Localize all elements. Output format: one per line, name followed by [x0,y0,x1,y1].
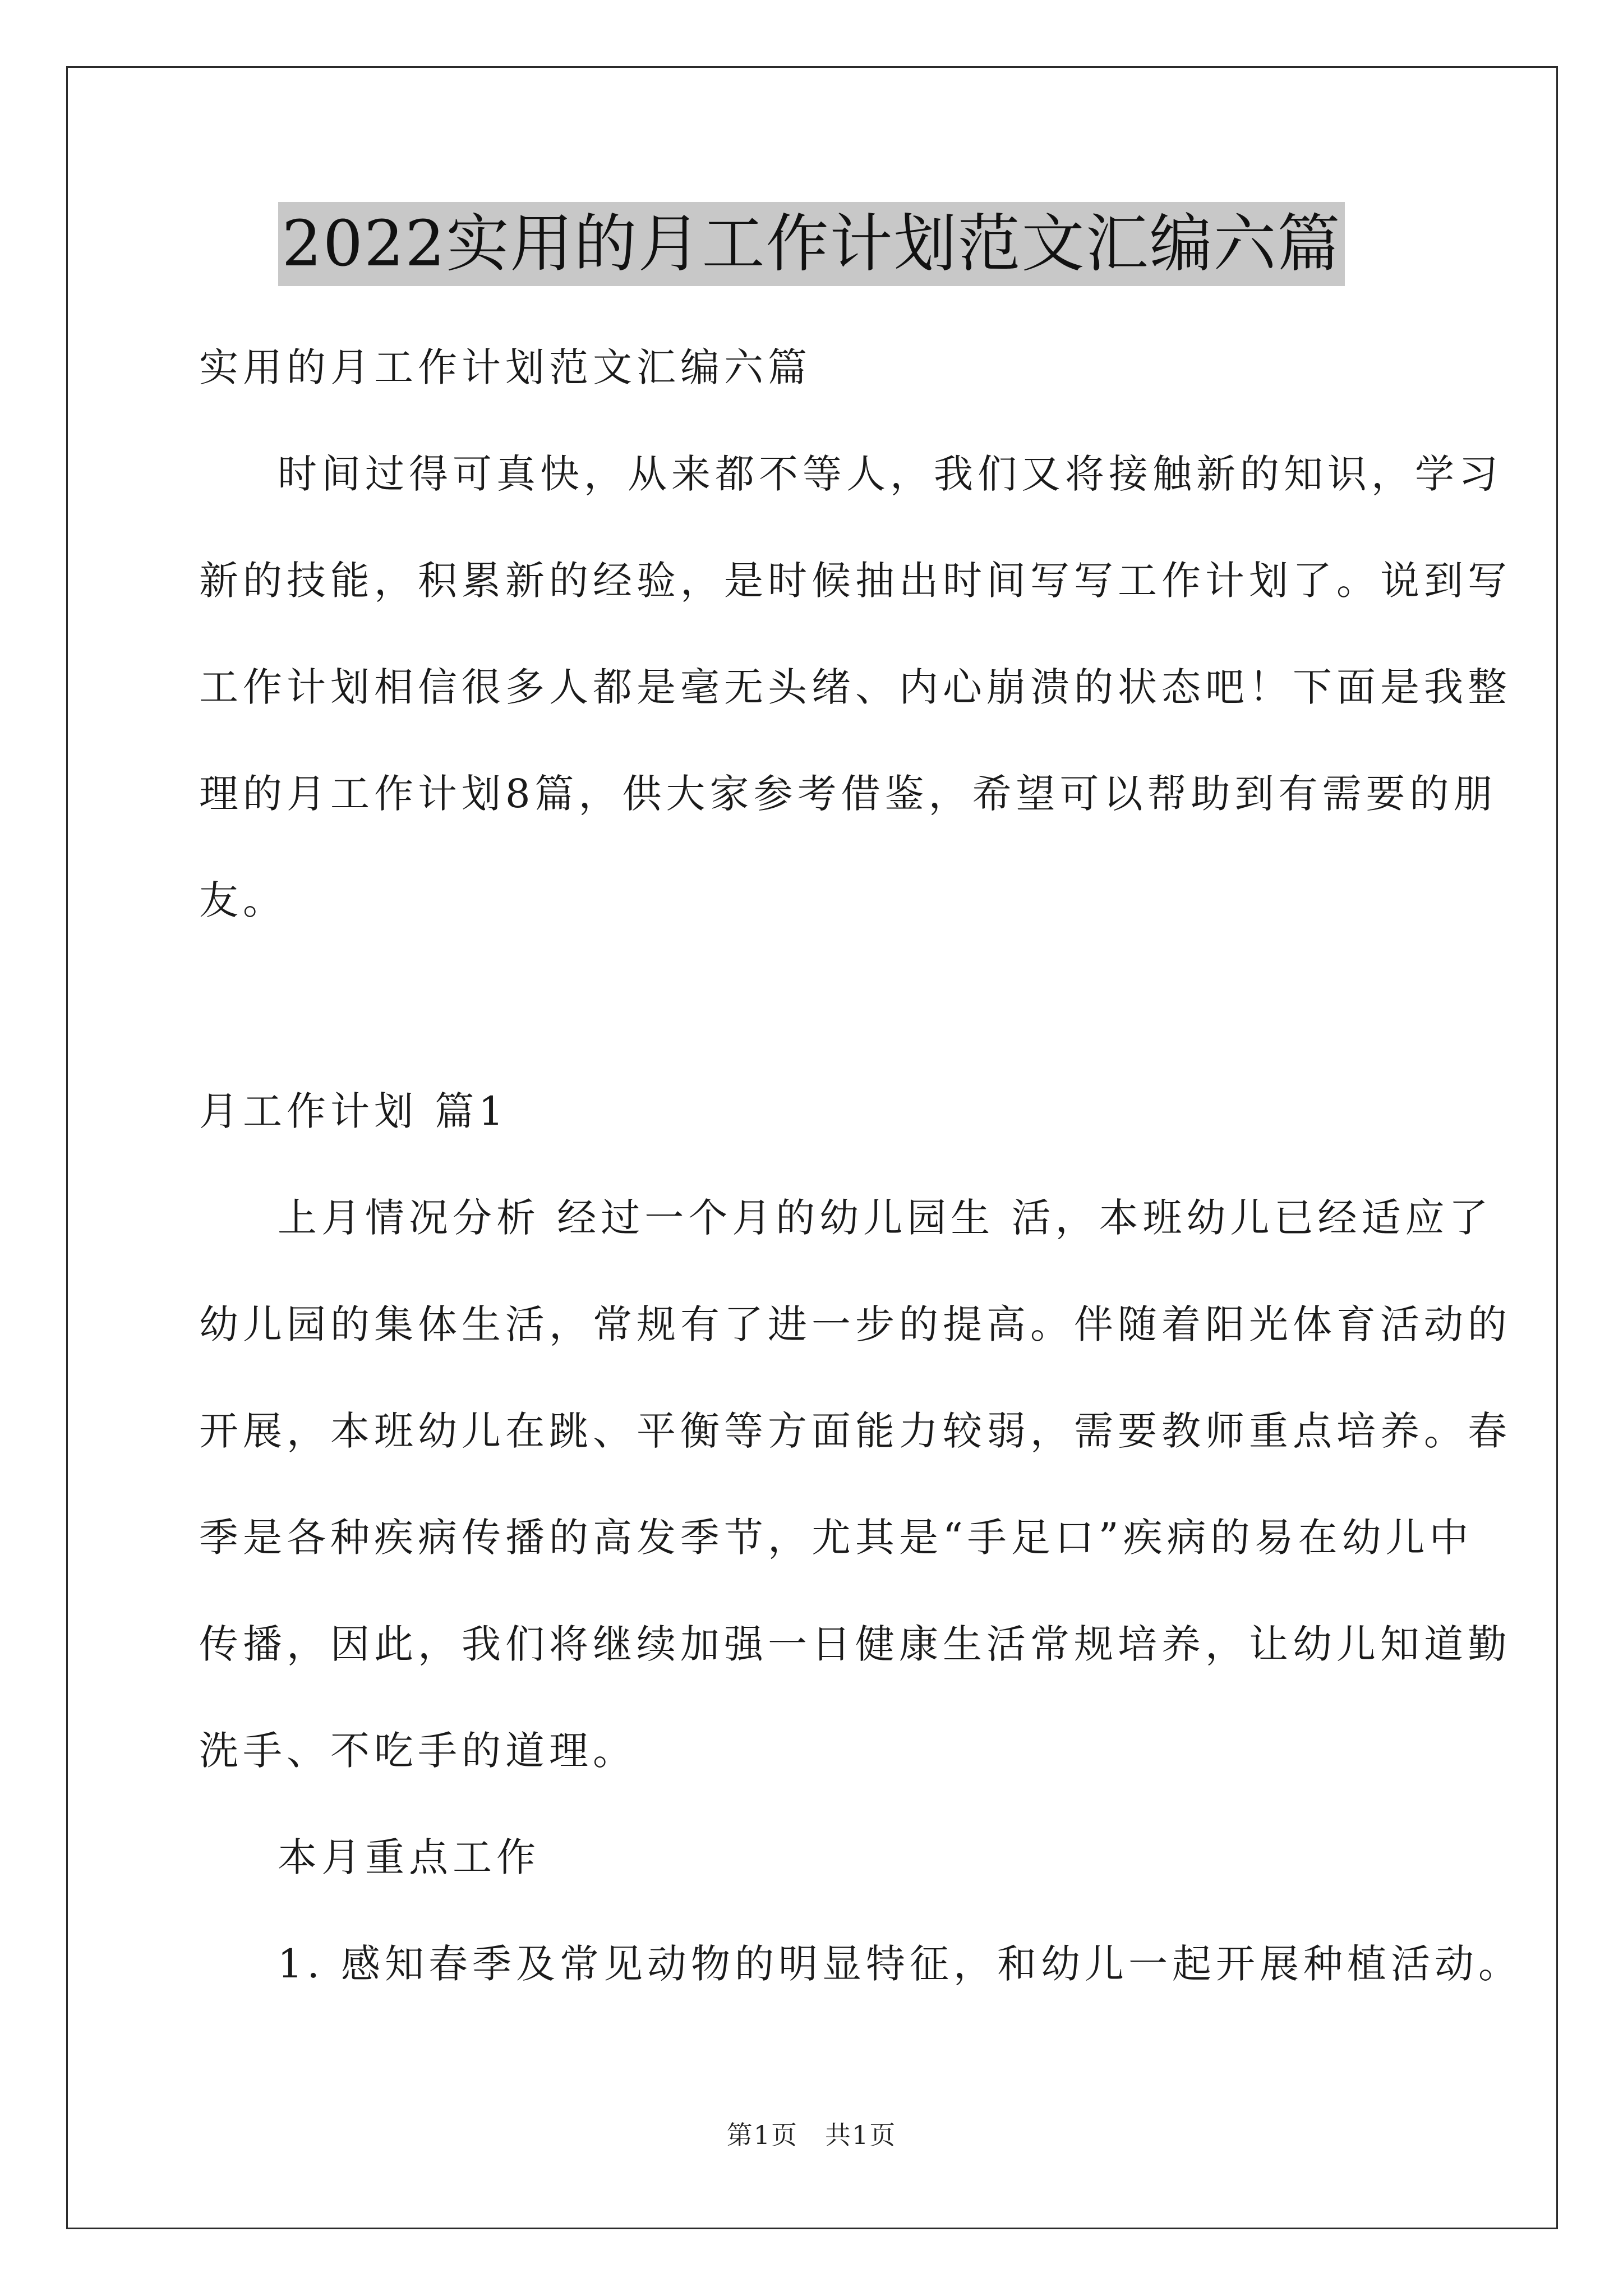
section-line: 季是各种疾病传播的高发季节，尤其是“手足口”疾病的易在幼儿中 [199,1515,1473,1561]
section-line: 开展，本班幼儿在跳、平衡等方面能力较弱，需要教师重点培养。春 [199,1408,1511,1454]
page-number-total: 共1页 [825,2120,897,2150]
section-heading: 月工作计划 篇1 [199,1088,508,1134]
document-body [199,314,1523,2017]
title-area [0,202,1623,286]
intro-line: 时间过得可真快，从来都不等人，我们又将接触新的知识，学习 [278,451,1502,497]
intro-line: 理的月工作计划8篇，供大家参考借鉴，希望可以帮助到有需要的朋 [199,771,1497,817]
section-line: 传播，因此，我们将继续加强一日健康生活常规培养，让幼儿知道勤 [199,1621,1511,1667]
section-line: 洗手、不吃手的道理。 [199,1728,637,1774]
section-line: 幼儿园的集体生活，常规有了进一步的提高。伴随着阳光体育活动的 [199,1301,1511,1347]
section-gap [199,954,1427,1058]
focus-heading: 本月重点工作 [278,1834,540,1880]
intro-line: 工作计划相信很多人都是毫无头绪、内心崩溃的状态吧！下面是我整 [199,664,1511,710]
page-footer [0,2115,1623,2152]
document-title: 2022实用的月工作计划范文汇编六篇 [278,202,1344,286]
page-number-current: 第1页 [726,2120,798,2150]
intro-line: 新的技能，积累新的经验，是时候抽出时间写写工作计划了。说到写 [199,558,1511,604]
section-line: 上月情况分析 经过一个月的幼儿园生 活，本班幼儿已经适应了 [278,1195,1493,1241]
document-subtitle: 实用的月工作计划范文汇编六篇 [199,344,811,390]
intro-line: 友。 [199,877,287,923]
focus-item: 1. 感知春季及常见动物的明显特征，和幼儿一起开展种植活动。 [278,1941,1523,1987]
